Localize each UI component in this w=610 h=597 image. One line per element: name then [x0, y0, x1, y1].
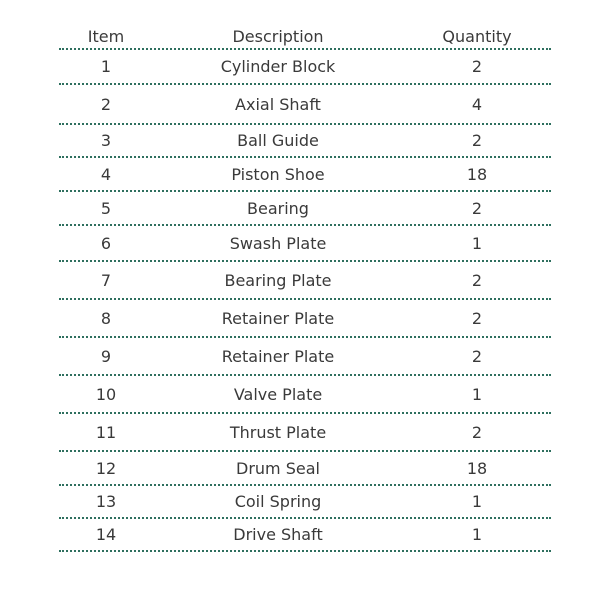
item-number: 9 — [100, 346, 112, 366]
item-description: Axial Shaft — [235, 94, 321, 114]
table-row — [59, 414, 551, 452]
header-quantity: Quantity — [442, 26, 512, 46]
item-description: Retainer Plate — [221, 346, 335, 366]
table-row — [59, 192, 551, 226]
item-number: 2 — [100, 94, 112, 114]
header-item: Item — [87, 26, 125, 46]
item-quantity: 4 — [471, 94, 483, 114]
item-description: Drum Seal — [236, 458, 320, 478]
item-number: 11 — [95, 422, 117, 442]
item-quantity: 1 — [471, 233, 483, 253]
item-quantity: 1 — [471, 525, 483, 544]
item-description: Bearing — [247, 198, 309, 218]
item-description: Swash Plate — [229, 233, 327, 253]
table-row — [59, 50, 551, 85]
table-row — [59, 262, 551, 300]
item-description: Bearing Plate — [224, 270, 332, 290]
item-quantity: 2 — [471, 131, 483, 150]
item-number: 10 — [95, 384, 117, 404]
item-number: 13 — [95, 492, 117, 511]
item-number: 6 — [100, 233, 112, 253]
table-row — [59, 519, 551, 552]
item-quantity: 2 — [471, 270, 483, 290]
item-quantity: 2 — [471, 308, 483, 328]
table-row — [59, 158, 551, 192]
item-number: 8 — [100, 308, 112, 328]
table-row — [59, 125, 551, 158]
item-quantity: 2 — [471, 198, 483, 218]
item-number: 7 — [100, 270, 112, 290]
item-number: 1 — [100, 57, 112, 76]
item-description: Cylinder Block — [220, 57, 336, 76]
item-quantity: 2 — [471, 422, 483, 442]
item-number: 14 — [95, 525, 117, 544]
item-number: 4 — [100, 164, 112, 184]
item-number: 3 — [100, 131, 112, 150]
item-quantity: 1 — [471, 384, 483, 404]
item-description: Ball Guide — [237, 131, 319, 150]
table-row — [59, 376, 551, 414]
item-number: 12 — [95, 458, 117, 478]
item-quantity: 2 — [471, 57, 483, 76]
item-description: Piston Shoe — [231, 164, 325, 184]
item-description: Thrust Plate — [229, 422, 327, 442]
item-quantity: 2 — [471, 346, 483, 366]
item-description: Drive Shaft — [233, 525, 323, 544]
header-description: Description — [232, 26, 324, 46]
table-row — [59, 338, 551, 376]
item-description: Valve Plate — [233, 384, 323, 404]
item-quantity: 18 — [466, 458, 488, 478]
item-description: Retainer Plate — [221, 308, 335, 328]
table-row — [59, 85, 551, 125]
table-row — [59, 300, 551, 338]
table-row — [59, 486, 551, 519]
item-quantity: 18 — [466, 164, 488, 184]
parts-table — [59, 24, 551, 552]
item-quantity: 1 — [471, 492, 483, 511]
item-description: Coil Spring — [234, 492, 322, 511]
table-row — [59, 226, 551, 262]
table-header-row — [59, 24, 551, 50]
table-row — [59, 452, 551, 486]
item-number: 5 — [100, 198, 112, 218]
